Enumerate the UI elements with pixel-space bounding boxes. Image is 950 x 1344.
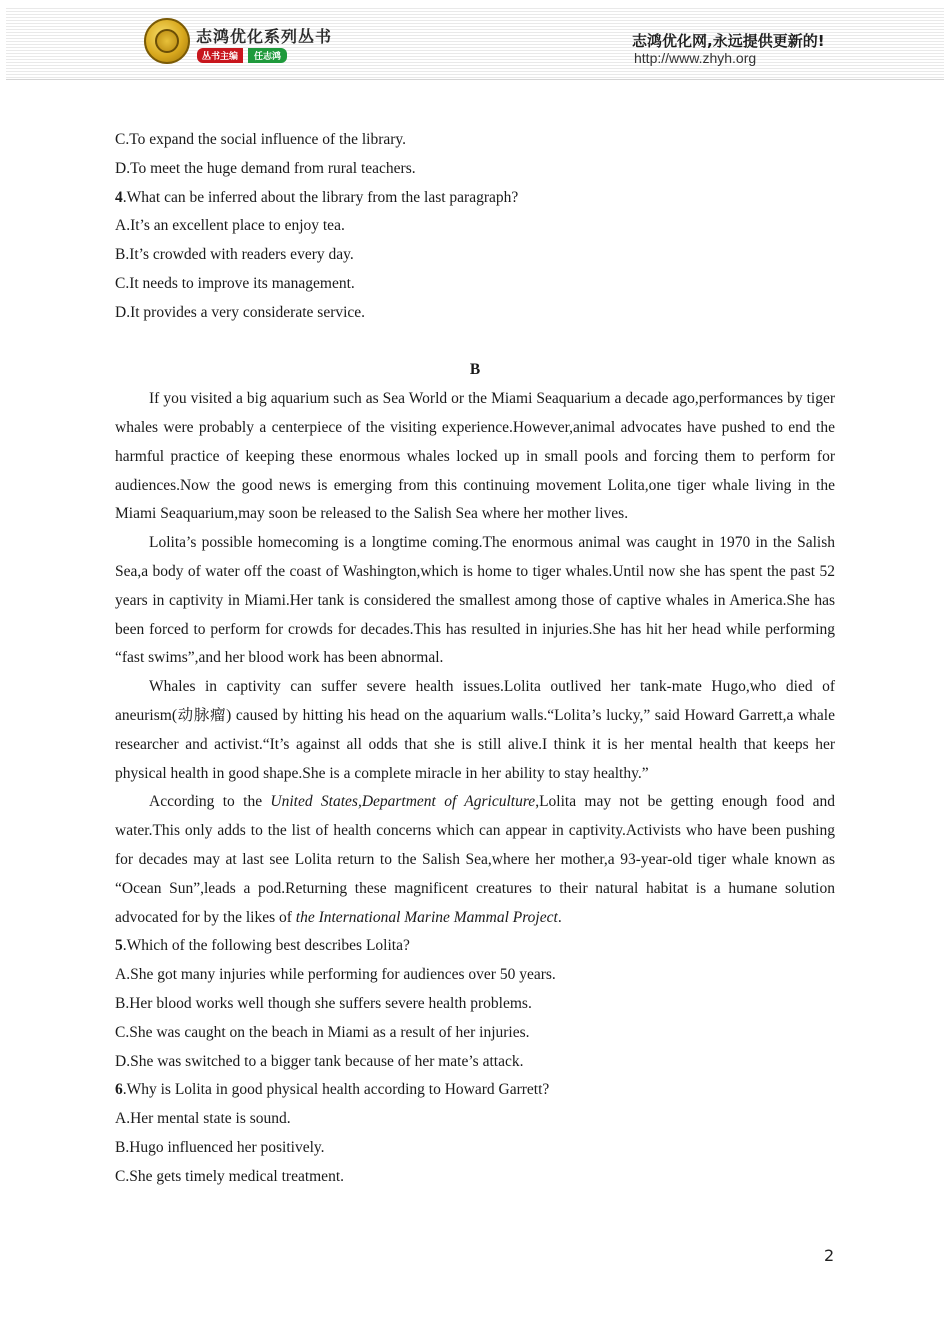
q6-option-b: B.Hugo influenced her positively. [115, 1138, 325, 1156]
p4-middle: ,Lolita may not be getting enough food and water.This only adds to the list of health concerns which can appear in captivity.Activists who have been pushing for decades may at last see Lolita return to the Salish Sea,where her mother,a 93-year-old tiger whale known as “Ocean Sun”,leads a pod.Returning these magnificent creatures to their natural habitat is a humane solution advocated for by the likes of [115, 793, 835, 926]
editor-name: 任志鸿 [248, 48, 287, 63]
q3-option-d: D.To meet the huge demand from rural teachers. [115, 159, 416, 177]
p4-source: United States,Department of Agriculture [270, 793, 536, 811]
page-number: 2 [824, 1246, 835, 1265]
header-url: http://www.zhyh.org [634, 50, 757, 66]
q6-option-a: A.Her mental state is sound. [115, 1110, 291, 1128]
p4-before: According to the [149, 793, 271, 811]
q4-option-a: A.It’s an excellent place to enjoy tea. [115, 217, 345, 235]
logo-emblem-icon [155, 29, 179, 53]
publisher-logo-icon [144, 18, 190, 64]
q6-question [115, 1076, 835, 1105]
q4-option-d: D.It provides a very considerate service. [115, 303, 366, 321]
q4-option-b: B.It’s crowded with readers every day. [115, 246, 354, 264]
q5-option-b: B.Her blood works well though she suffers severe health problems. [115, 994, 532, 1012]
q5-option-c: C.She was caught on the beach in Miami as a result of her injuries. [115, 1023, 530, 1041]
editor-label: 丛书主编 [197, 48, 243, 63]
q5-option-a: A.She got many injuries while performing for audiences over 50 years. [115, 966, 556, 984]
p4-project: the International Marine Mammal Project [295, 908, 558, 926]
section-b-title: B [469, 361, 481, 379]
q4-option-c: C.It needs to improve its management. [115, 274, 355, 292]
series-title: 志鸿优化系列丛书 [196, 27, 333, 46]
passage-paragraph-1: If you visited a big aquarium such as Sea World or the Miami Seaquarium a decade ago,performances by tiger whales were probably a centerpiece of the visiting experience.However,animal advocates have pushed to end the harmful practice of keeping these enormous whales locked up in small pools and forcing them to perform for audiences.Now the good news is emerging from this continuing movement Lolita,one tiger whale living in the Miami Seaquarium,may soon be released to the Salish Sea where her mother lives. [115, 390, 835, 523]
passage-paragraph-3: Whales in captivity can suffer severe health issues.Lolita outlived her tank-mate Hugo,who died of aneurism(动脉瘤) caused by hitting his head on the aquarium walls.“Lolita’s lucky,” said Howard Garrett,a whale researcher and activist.“It’s against all odds that she is still alive.I think it is her mental health that keeps her physical health in good shape.She is a complete miracle in her ability to stay healthy.” [115, 678, 835, 782]
q6-stem: .Why is Lolita in good physical health according to Howard Garrett? [122, 1081, 550, 1099]
q4-stem: .What can be inferred about the library from the last paragraph? [122, 188, 519, 206]
header-slogan: 志鸿优化网,永远提供更新的! [632, 32, 825, 50]
document-body [115, 126, 835, 1191]
p4-end: . [557, 908, 562, 926]
q5-stem: .Which of the following best describes Lolita? [122, 937, 410, 955]
q5-question [115, 932, 835, 961]
header-divider [6, 79, 944, 80]
q3-option-c: C.To expand the social influence of the library. [115, 131, 407, 148]
passage-paragraph-2: Lolita’s possible homecoming is a longtime coming.The enormous animal was caught in 1970 in the Salish Sea,a body of water off the coast of Washington,which is home to tiger whales.Until now she has spent the past 52 years in captivity in Miami.Her tank is considered the smallest among those of captive whales in America.She has been forced to perform for crowds for decades.This has resulted in injuries.She has hit her head while performing “fast swims”,and her blood work has been abnormal. [115, 534, 835, 667]
q5-number: 5 [115, 937, 123, 955]
q6-number: 6 [115, 1081, 123, 1099]
q4-number: 4 [115, 188, 123, 206]
passage-paragraph-4 [115, 788, 835, 932]
q4-question [115, 184, 835, 213]
q5-option-d: D.She was switched to a bigger tank because of her mate’s attack. [115, 1052, 524, 1070]
q6-option-c: C.She gets timely medical treatment. [115, 1167, 344, 1185]
section-gap [115, 328, 835, 357]
